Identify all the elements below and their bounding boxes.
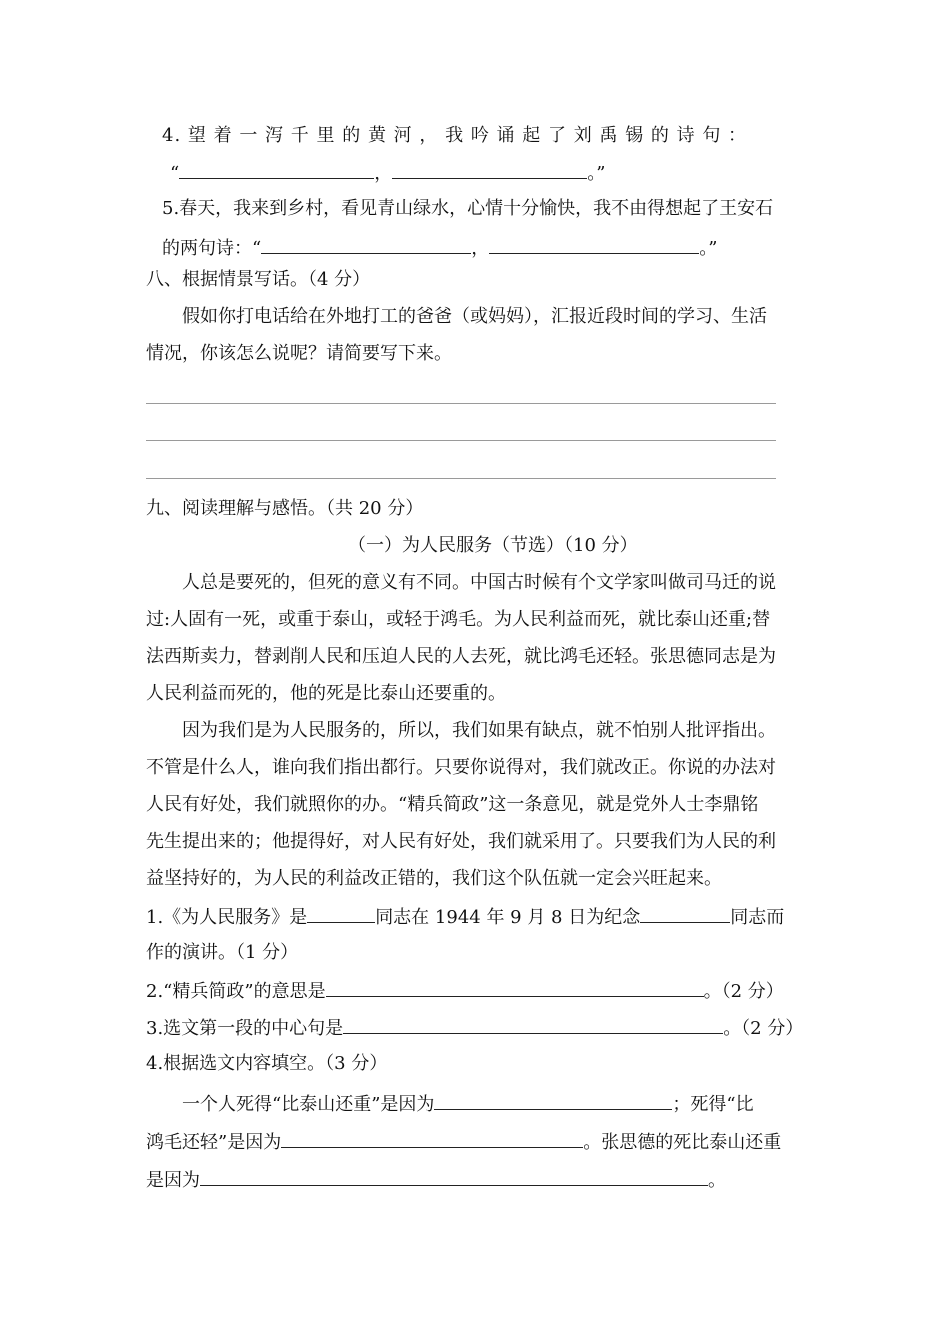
section-8-prompt-line-2: 情况，你该怎么说呢？请简要写下来。 [146, 343, 452, 364]
passage-para-2-line-5: 益坚持好的，为人民的利益改正错的，我们这个队伍就一定会兴旺起来。 [146, 868, 722, 889]
poem-blank-1[interactable] [179, 160, 374, 179]
passage-para-2-line-1: 因为我们是为人民服务的，所以，我们如果有缺点，就不怕别人批评指出。 [182, 720, 776, 741]
question-9-4-line-3 [146, 1167, 726, 1193]
poem-blank-2[interactable] [392, 160, 587, 179]
question-7-4-text: 4. 望 着 一 泻 千 里 的 黄 河 ， 我 吟 诵 起 了 刘 禹 锡 的 诗 句 ： [162, 125, 748, 146]
writing-line-3[interactable] [146, 478, 776, 479]
question-9-4-l1-prefix: 一个人死得“比泰山还重”是因为 [182, 1094, 435, 1115]
question-9-2-suffix: 。（2 分） [703, 981, 784, 1002]
passage-para-1-line-2: 过:人固有一死，或重于泰山，或轻于鸿毛。为人民利益而死，就比泰山还重;替 [146, 609, 771, 630]
question-7-4-answer-line [170, 160, 605, 186]
open-quote: “ [170, 163, 180, 184]
section-8-heading: 八、根据情景写话。（4 分） [146, 269, 371, 290]
question-9-3 [146, 1015, 803, 1041]
question-7-5-text: 5.春天，我来到乡村，看见青山绿水，心情十分愉快，我不由得想起了王安石 [162, 198, 774, 219]
heavier-than-mountain-blank[interactable] [434, 1091, 672, 1110]
question-9-4-l3-prefix: 是因为 [146, 1170, 200, 1191]
question-9-1-part-2: 同志在 1944 年 9 月 8 日为纪念 [375, 907, 641, 928]
question-9-1-line-2: 作的演讲。（1 分） [146, 942, 299, 963]
question-7-5-answer-line [162, 235, 717, 261]
passage-para-2-line-4: 先生提出来的；他提得好，对人民有好处，我们就采用了。只要我们为人民的利 [146, 831, 776, 852]
zhang-side-reason-blank[interactable] [200, 1167, 708, 1186]
meaning-blank[interactable] [326, 978, 704, 997]
central-sentence-blank[interactable] [343, 1015, 723, 1034]
question-9-4-l2-suffix: 。张思德的死比泰山还重 [583, 1132, 782, 1153]
poem-blank-4[interactable] [489, 235, 699, 254]
section-8-prompt-line-1: 假如你打电话给在外地打工的爸爸（或妈妈），汇报近段时间的学习、生活 [182, 306, 767, 327]
question-9-4-heading: 4.根据选文内容填空。（3 分） [146, 1053, 388, 1074]
lighter-than-feather-blank[interactable] [281, 1129, 583, 1148]
poem-blank-3[interactable] [261, 235, 471, 254]
comma: ， [374, 163, 393, 184]
question-9-1-part-1: 1.《为人民服务》是 [146, 907, 308, 928]
section-9-heading: 九、阅读理解与感悟。（共 20 分） [146, 498, 424, 519]
question-9-4-line-1 [182, 1091, 754, 1117]
question-9-4-l1-suffix: ；死得“比 [672, 1094, 754, 1115]
question-7-5-prefix: 的两句诗：“ [162, 238, 262, 259]
author-blank[interactable] [307, 904, 375, 923]
question-9-2 [146, 978, 784, 1004]
question-9-4-l3-suffix: 。 [708, 1170, 726, 1191]
passage-para-2-line-2: 不管是什么人，谁向我们指出都行。只要你说得对，我们就改正。你说的办法对 [146, 757, 776, 778]
writing-line-2[interactable] [146, 440, 776, 441]
question-9-3-suffix: 。（2 分） [723, 1018, 804, 1039]
question-9-4-l2-prefix: 鸿毛还轻”是因为 [146, 1132, 282, 1153]
closing-quote: 。” [587, 163, 606, 184]
commemorated-person-blank[interactable] [640, 904, 730, 923]
question-9-3-prefix: 3.选文第一段的中心句是 [146, 1018, 344, 1039]
passage-para-1-line-3: 法西斯卖力，替剥削人民和压迫人民的人去死，就比鸿毛还轻。张思德同志是为 [146, 646, 776, 667]
comma: ， [471, 238, 490, 259]
passage-para-1-line-1: 人总是要死的，但死的意义有不同。中国古时候有个文学家叫做司马迁的说 [182, 572, 776, 593]
question-9-4-line-2 [146, 1129, 781, 1155]
passage-para-1-line-4: 人民利益而死的，他的死是比泰山还要重的。 [146, 683, 506, 704]
closing-quote: 。” [699, 238, 718, 259]
question-9-2-prefix: 2.“精兵简政”的意思是 [146, 981, 326, 1002]
passage-title: （一）为人民服务（节选）（10 分） [348, 535, 638, 556]
passage-para-2-line-3: 人民有好处，我们就照你的办。“精兵简政”这一条意见，就是党外人士李鼎铭 [146, 794, 759, 815]
writing-line-1[interactable] [146, 403, 776, 404]
question-9-1-line-1 [146, 904, 784, 930]
question-9-1-part-3: 同志而 [730, 907, 785, 928]
